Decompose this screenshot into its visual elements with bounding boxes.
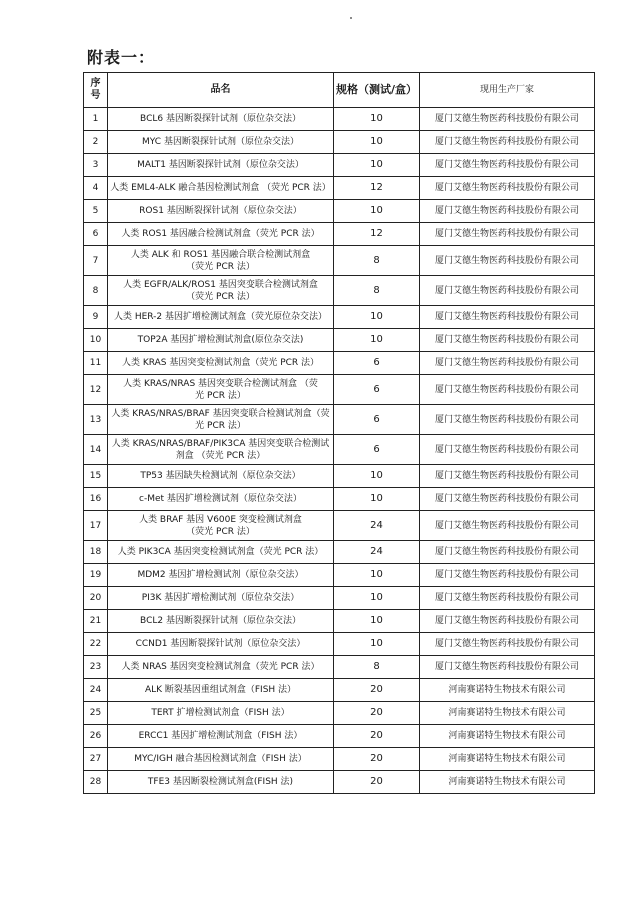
table-row <box>84 511 595 541</box>
spec-value: 10 <box>334 587 420 610</box>
spec-value: 20 <box>334 702 420 725</box>
spec-value: 20 <box>334 679 420 702</box>
spec-value: 10 <box>334 200 420 223</box>
row-number: 26 <box>84 725 108 748</box>
row-number: 16 <box>84 488 108 511</box>
row-number: 7 <box>84 246 108 276</box>
spec-value: 10 <box>334 488 420 511</box>
table-row <box>84 564 595 587</box>
row-number: 15 <box>84 465 108 488</box>
spec-value: 10 <box>334 564 420 587</box>
table-row <box>84 748 595 771</box>
spec-value: 12 <box>334 223 420 246</box>
spec-value: 8 <box>334 246 420 276</box>
product-name: BCL6 基因断裂探针试剂（原位杂交法） <box>108 108 334 131</box>
spec-value: 12 <box>334 177 420 200</box>
manufacturer: 河南赛诺特生物技术有限公司 <box>420 748 595 771</box>
row-number: 5 <box>84 200 108 223</box>
row-number: 9 <box>84 306 108 329</box>
manufacturer: 厦门艾德生物医药科技股份有限公司 <box>420 177 595 200</box>
row-number: 18 <box>84 541 108 564</box>
manufacturer: 厦门艾德生物医药科技股份有限公司 <box>420 329 595 352</box>
manufacturer: 厦门艾德生物医药科技股份有限公司 <box>420 541 595 564</box>
manufacturer: 厦门艾德生物医药科技股份有限公司 <box>420 465 595 488</box>
table-row <box>84 435 595 465</box>
manufacturer: 厦门艾德生物医药科技股份有限公司 <box>420 488 595 511</box>
table-row <box>84 131 595 154</box>
manufacturer: 厦门艾德生物医药科技股份有限公司 <box>420 352 595 375</box>
table-row <box>84 329 595 352</box>
product-name: TERT 扩增检测试剂盒（FISH 法） <box>108 702 334 725</box>
row-number: 20 <box>84 587 108 610</box>
table-row <box>84 352 595 375</box>
row-number: 25 <box>84 702 108 725</box>
spec-value: 8 <box>334 276 420 306</box>
product-name: MDM2 基因扩增检测试剂（原位杂交法） <box>108 564 334 587</box>
row-number: 4 <box>84 177 108 200</box>
table-row <box>84 154 595 177</box>
spec-value: 6 <box>334 375 420 405</box>
product-name: TOP2A 基因扩增检测试剂盒(原位杂交法) <box>108 329 334 352</box>
product-name: 人类 ALK 和 ROS1 基因融合联合检测试剂盒 （荧光 PCR 法） <box>108 246 334 276</box>
header-specification: 规格（测试/盒） <box>334 73 420 108</box>
product-name: TFE3 基因断裂检测试剂盒(FISH 法) <box>108 771 334 794</box>
row-number: 21 <box>84 610 108 633</box>
row-number: 22 <box>84 633 108 656</box>
row-number: 27 <box>84 748 108 771</box>
row-number: 28 <box>84 771 108 794</box>
product-name: 人类 NRAS 基因突变检测试剂盒（荧光 PCR 法） <box>108 656 334 679</box>
table-header <box>84 73 595 108</box>
manufacturer: 厦门艾德生物医药科技股份有限公司 <box>420 246 595 276</box>
product-name: 人类 BRAF 基因 V600E 突变检测试剂盒 （荧光 PCR 法） <box>108 511 334 541</box>
spec-value: 10 <box>334 465 420 488</box>
table-row <box>84 610 595 633</box>
row-number: 11 <box>84 352 108 375</box>
spec-value: 10 <box>334 633 420 656</box>
manufacturer: 河南赛诺特生物技术有限公司 <box>420 725 595 748</box>
table-row <box>84 679 595 702</box>
row-number: 10 <box>84 329 108 352</box>
table-body <box>84 108 595 794</box>
table-row <box>84 702 595 725</box>
product-name: TP53 基因缺失检测试剂（原位杂交法） <box>108 465 334 488</box>
row-number: 17 <box>84 511 108 541</box>
spec-value: 20 <box>334 725 420 748</box>
manufacturer: 厦门艾德生物医药科技股份有限公司 <box>420 200 595 223</box>
manufacturer: 厦门艾德生物医药科技股份有限公司 <box>420 223 595 246</box>
product-name: CCND1 基因断裂探针试剂（原位杂交法） <box>108 633 334 656</box>
manufacturer: 河南赛诺特生物技术有限公司 <box>420 771 595 794</box>
product-name: 人类 HER-2 基因扩增检测试剂盒（荧光原位杂交法） <box>108 306 334 329</box>
row-number: 23 <box>84 656 108 679</box>
manufacturer: 厦门艾德生物医药科技股份有限公司 <box>420 564 595 587</box>
product-name: ALK 断裂基因重组试剂盒（FISH 法） <box>108 679 334 702</box>
header-product-name: 品名 <box>108 73 334 108</box>
product-name: 人类 KRAS/NRAS/BRAF/PIK3CA 基因突变联合检测试 剂盒 （荧光 PCR 法） <box>108 435 334 465</box>
table-row <box>84 656 595 679</box>
product-name: 人类 KRAS/NRAS/BRAF 基因突变联合检测试剂盒（荧 光 PCR 法） <box>108 405 334 435</box>
manufacturer: 厦门艾德生物医药科技股份有限公司 <box>420 375 595 405</box>
table-row <box>84 375 595 405</box>
product-name: 人类 EGFR/ALK/ROS1 基因突变联合检测试剂盒 （荧光 PCR 法） <box>108 276 334 306</box>
spec-value: 6 <box>334 352 420 375</box>
manufacturer: 厦门艾德生物医药科技股份有限公司 <box>420 131 595 154</box>
spec-value: 8 <box>334 656 420 679</box>
product-name: c-Met 基因扩增检测试剂（原位杂交法） <box>108 488 334 511</box>
row-number: 19 <box>84 564 108 587</box>
spec-value: 20 <box>334 771 420 794</box>
spec-value: 6 <box>334 405 420 435</box>
product-name: 人类 KRAS 基因突变检测试剂盒（荧光 PCR 法） <box>108 352 334 375</box>
product-name: ROS1 基因断裂探针试剂（原位杂交法） <box>108 200 334 223</box>
row-number: 3 <box>84 154 108 177</box>
table-row <box>84 587 595 610</box>
product-table <box>83 72 595 794</box>
manufacturer: 厦门艾德生物医药科技股份有限公司 <box>420 610 595 633</box>
table-row <box>84 223 595 246</box>
spec-value: 10 <box>334 108 420 131</box>
page-title: 附表一： <box>87 48 156 67</box>
product-name: MYC 基因断裂探针试剂（原位杂交法） <box>108 131 334 154</box>
row-number: 12 <box>84 375 108 405</box>
scan-speck <box>350 17 352 19</box>
row-number: 6 <box>84 223 108 246</box>
manufacturer: 厦门艾德生物医药科技股份有限公司 <box>420 276 595 306</box>
product-name: BCL2 基因断裂探针试剂（原位杂交法） <box>108 610 334 633</box>
table-row <box>84 541 595 564</box>
table-row <box>84 306 595 329</box>
product-name: 人类 EML4-ALK 融合基因检测试剂盒 （荧光 PCR 法） <box>108 177 334 200</box>
spec-value: 24 <box>334 511 420 541</box>
manufacturer: 厦门艾德生物医药科技股份有限公司 <box>420 306 595 329</box>
table-row <box>84 488 595 511</box>
spec-value: 24 <box>334 541 420 564</box>
product-name: 人类 KRAS/NRAS 基因突变联合检测试剂盒 （荧 光 PCR 法） <box>108 375 334 405</box>
table-row <box>84 246 595 276</box>
table-row <box>84 276 595 306</box>
row-number: 1 <box>84 108 108 131</box>
spec-value: 10 <box>334 306 420 329</box>
header-row <box>84 73 595 108</box>
table-row <box>84 177 595 200</box>
row-number: 24 <box>84 679 108 702</box>
product-name: 人类 PIK3CA 基因突变检测试剂盒（荧光 PCR 法） <box>108 541 334 564</box>
spec-value: 10 <box>334 131 420 154</box>
manufacturer: 河南赛诺特生物技术有限公司 <box>420 679 595 702</box>
table-row <box>84 200 595 223</box>
table-row <box>84 465 595 488</box>
row-number: 8 <box>84 276 108 306</box>
manufacturer: 厦门艾德生物医药科技股份有限公司 <box>420 633 595 656</box>
manufacturer: 厦门艾德生物医药科技股份有限公司 <box>420 587 595 610</box>
product-name: ERCC1 基因扩增检测试剂盒（FISH 法） <box>108 725 334 748</box>
manufacturer: 厦门艾德生物医药科技股份有限公司 <box>420 511 595 541</box>
manufacturer: 厦门艾德生物医药科技股份有限公司 <box>420 154 595 177</box>
table-row <box>84 771 595 794</box>
manufacturer: 厦门艾德生物医药科技股份有限公司 <box>420 405 595 435</box>
spec-value: 10 <box>334 329 420 352</box>
product-name: MYC/IGH 融合基因检测试剂盒（FISH 法） <box>108 748 334 771</box>
spec-value: 6 <box>334 435 420 465</box>
table-row <box>84 108 595 131</box>
header-number: 序 号 <box>84 73 108 108</box>
product-name: MALT1 基因断裂探针试剂（原位杂交法） <box>108 154 334 177</box>
product-name: 人类 ROS1 基因融合检测试剂盒（荧光 PCR 法） <box>108 223 334 246</box>
header-manufacturer: 现用生产厂家 <box>420 73 595 108</box>
spec-value: 20 <box>334 748 420 771</box>
spec-value: 10 <box>334 154 420 177</box>
manufacturer: 厦门艾德生物医药科技股份有限公司 <box>420 656 595 679</box>
manufacturer: 厦门艾德生物医药科技股份有限公司 <box>420 108 595 131</box>
table-row <box>84 725 595 748</box>
row-number: 2 <box>84 131 108 154</box>
table-row <box>84 405 595 435</box>
spec-value: 10 <box>334 610 420 633</box>
row-number: 14 <box>84 435 108 465</box>
row-number: 13 <box>84 405 108 435</box>
manufacturer: 河南赛诺特生物技术有限公司 <box>420 702 595 725</box>
table-row <box>84 633 595 656</box>
manufacturer: 厦门艾德生物医药科技股份有限公司 <box>420 435 595 465</box>
product-name: PI3K 基因扩增检测试剂（原位杂交法） <box>108 587 334 610</box>
